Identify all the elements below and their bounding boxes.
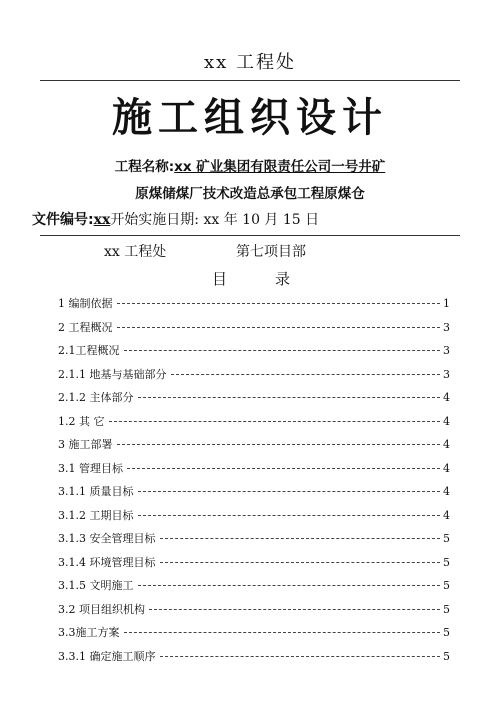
toc-entry-page: 5 <box>443 649 450 663</box>
toc-entry[interactable] <box>58 551 450 575</box>
project-name-part1: xx 矿业集团有限责任公司一号井矿 <box>174 159 386 175</box>
toc-entry-page: 4 <box>443 414 450 428</box>
toc-entry-label: 1.2 其 它 <box>58 414 105 428</box>
toc-entry-page: 5 <box>443 555 450 569</box>
toc-entry-label: 3.1.4 环境管理目标 <box>58 555 156 569</box>
toc-entry-page: 5 <box>443 579 450 592</box>
toc-heading <box>212 268 290 289</box>
toc-entry[interactable] <box>58 621 450 645</box>
toc-entry-label: 1 编制依据 <box>58 297 113 310</box>
toc-entry-page: 4 <box>443 485 450 498</box>
doc-number-label: 文件编号: <box>32 212 94 228</box>
effective-date: 开始实施日期: xx 年 10 月 15 日 <box>110 212 320 228</box>
toc-entry[interactable] <box>58 316 450 340</box>
toc-entry-label: 2.1工程概况 <box>58 344 120 357</box>
document-title: 施工组织设计 <box>112 94 388 141</box>
toc-entry[interactable] <box>58 457 450 481</box>
toc-entry[interactable] <box>58 433 450 457</box>
toc-entry-label: 3.3.1 确定施工顺序 <box>58 649 156 663</box>
issuer-organization: xx 工程处 <box>104 244 167 260</box>
toc-leader <box>138 585 441 586</box>
toc-leader <box>124 350 441 351</box>
toc-entry-page: 4 <box>443 391 450 404</box>
toc-entry-page: 4 <box>443 438 450 451</box>
toc-entry[interactable] <box>58 527 450 551</box>
toc-entry[interactable] <box>58 386 450 410</box>
toc-entry[interactable] <box>58 574 450 598</box>
toc-entry-page: 4 <box>443 461 450 475</box>
toc-leader <box>171 374 441 375</box>
toc-entry-label: 3 施工部署 <box>58 438 113 451</box>
toc-entry[interactable] <box>58 598 450 622</box>
toc-entry-label: 3.2 项目组织机构 <box>58 602 145 616</box>
toc-entry-page: 3 <box>443 320 450 334</box>
toc-entry-page: 4 <box>443 508 450 522</box>
toc-leader <box>160 656 441 657</box>
toc-entry[interactable] <box>58 292 450 316</box>
toc-entry-label: 2.1.1 地基与基础部分 <box>58 367 167 381</box>
toc-entry-label: 3.1.5 文明施工 <box>58 579 134 592</box>
toc-entry-label: 2 工程概况 <box>58 320 113 334</box>
document-number-line <box>32 209 319 229</box>
toc-entry-page: 5 <box>443 532 450 545</box>
toc-leader <box>138 515 441 516</box>
toc-entry-label: 3.1.1 质量目标 <box>58 485 134 498</box>
toc-entry-page: 5 <box>443 626 450 639</box>
toc-entry-label: 2.1.2 主体部分 <box>58 391 134 404</box>
organization-header: xx 工程处 <box>203 52 297 73</box>
toc-entry[interactable] <box>58 504 450 528</box>
toc-leader <box>109 421 441 422</box>
toc-heading-char2: 录 <box>275 270 291 288</box>
toc-leader <box>160 538 441 539</box>
toc-leader <box>117 303 441 304</box>
toc-entry-page: 5 <box>443 602 450 616</box>
toc-leader <box>160 562 441 563</box>
toc-leader <box>149 609 440 610</box>
toc-entry[interactable] <box>58 410 450 434</box>
toc-heading-char1: 目 <box>212 270 228 288</box>
issuer-department: 第七项目部 <box>236 244 306 260</box>
toc-entry[interactable] <box>58 339 450 363</box>
project-name-line2: 原煤储煤厂技术改造总承包工程原煤仓 <box>135 186 365 202</box>
toc-entry[interactable] <box>58 480 450 504</box>
toc-entry-page: 3 <box>443 344 450 357</box>
table-of-contents <box>58 292 450 668</box>
toc-entry[interactable] <box>58 363 450 387</box>
project-name-line1 <box>0 155 500 175</box>
toc-leader <box>138 397 441 398</box>
header-divider <box>40 80 460 81</box>
doc-number-value: xx <box>93 212 111 228</box>
toc-entry[interactable] <box>58 645 450 669</box>
toc-leader <box>117 444 441 445</box>
toc-leader <box>117 327 441 328</box>
toc-entry-label: 3.3施工方案 <box>58 626 120 639</box>
toc-leader <box>124 632 441 633</box>
toc-entry-label: 3.1.2 工期目标 <box>58 508 134 522</box>
toc-entry-label: 3.1.3 安全管理目标 <box>58 532 156 545</box>
toc-entry-label: 3.1 管理目标 <box>58 461 123 475</box>
toc-leader <box>138 491 441 492</box>
toc-entry-page: 3 <box>443 367 450 381</box>
project-label: 工程名称: <box>114 159 175 175</box>
toc-leader <box>127 468 440 469</box>
doc-divider <box>40 235 460 236</box>
toc-entry-page: 1 <box>443 297 450 310</box>
